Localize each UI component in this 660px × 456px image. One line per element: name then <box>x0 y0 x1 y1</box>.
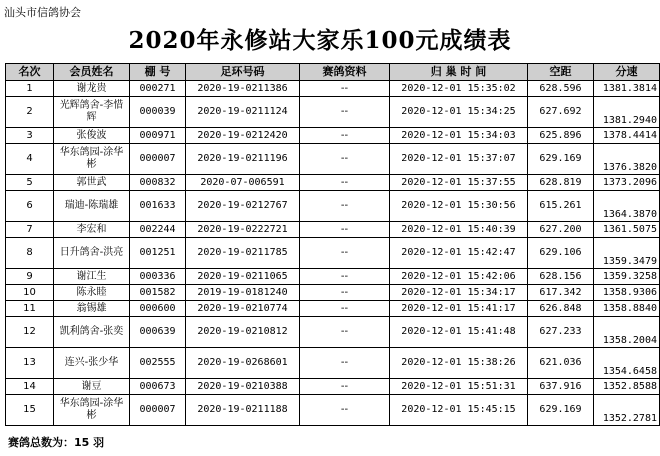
cell-ring-number: 2020-19-0212420 <box>186 128 300 144</box>
cell-distance: 629.106 <box>528 238 594 269</box>
cell-rank: 9 <box>6 269 54 285</box>
cell-member-name: 翁锡雄 <box>54 301 130 317</box>
cell-speed: 1358.9306 <box>594 285 660 301</box>
table-row <box>6 175 660 191</box>
cell-loft-number: 000007 <box>130 395 186 426</box>
page-title: 2020年永修站大家乐100元成绩表 <box>128 27 512 54</box>
cell-loft-number: 001582 <box>130 285 186 301</box>
cell-distance: 627.692 <box>528 97 594 128</box>
table-row <box>6 395 660 426</box>
cell-return-time: 2020-12-01 15:38:26 <box>390 348 528 379</box>
cell-return-time: 2020-12-01 15:30:56 <box>390 191 528 222</box>
cell-distance: 628.596 <box>528 81 594 97</box>
cell-ring-number: 2020-19-0268601 <box>186 348 300 379</box>
cell-rank: 10 <box>6 285 54 301</box>
cell-loft-number: 000673 <box>130 379 186 395</box>
cell-rank: 8 <box>6 238 54 269</box>
table-row <box>6 301 660 317</box>
cell-distance: 629.169 <box>528 395 594 426</box>
table-row <box>6 222 660 238</box>
cell-pigeon-info: -- <box>300 97 390 128</box>
cell-pigeon-info: -- <box>300 128 390 144</box>
cell-ring-number: 2020-19-0212767 <box>186 191 300 222</box>
col-header-speed: 分速 <box>594 64 660 81</box>
table-row <box>6 317 660 348</box>
cell-return-time: 2020-12-01 15:34:17 <box>390 285 528 301</box>
results-table <box>5 63 660 426</box>
cell-speed: 1352.8588 <box>594 379 660 395</box>
cell-member-name: 光辉鸽舍-李惜辉 <box>54 97 130 128</box>
col-header-loft-number: 棚 号 <box>130 64 186 81</box>
cell-distance: 628.156 <box>528 269 594 285</box>
cell-loft-number: 000600 <box>130 301 186 317</box>
cell-return-time: 2020-12-01 15:40:39 <box>390 222 528 238</box>
cell-pigeon-info: -- <box>300 269 390 285</box>
cell-return-time: 2020-12-01 15:37:07 <box>390 144 528 175</box>
cell-speed: 1364.3870 <box>594 191 660 222</box>
table-row <box>6 348 660 379</box>
cell-rank: 13 <box>6 348 54 379</box>
cell-member-name: 张俊波 <box>54 128 130 144</box>
cell-rank: 11 <box>6 301 54 317</box>
cell-loft-number: 001251 <box>130 238 186 269</box>
cell-distance: 627.200 <box>528 222 594 238</box>
cell-ring-number: 2020-19-0211188 <box>186 395 300 426</box>
cell-member-name: 华东鸽园-涂华彬 <box>54 395 130 426</box>
cell-return-time: 2020-12-01 15:42:47 <box>390 238 528 269</box>
cell-ring-number: 2020-19-0222721 <box>186 222 300 238</box>
cell-rank: 7 <box>6 222 54 238</box>
cell-pigeon-info: -- <box>300 395 390 426</box>
table-header-row <box>6 64 660 81</box>
cell-return-time: 2020-12-01 15:34:25 <box>390 97 528 128</box>
cell-loft-number: 000007 <box>130 144 186 175</box>
table-row <box>6 191 660 222</box>
table-row <box>6 128 660 144</box>
table-row <box>6 144 660 175</box>
cell-ring-number: 2020-19-0211196 <box>186 144 300 175</box>
cell-distance: 617.342 <box>528 285 594 301</box>
cell-distance: 628.819 <box>528 175 594 191</box>
cell-speed: 1359.3258 <box>594 269 660 285</box>
cell-speed: 1358.8840 <box>594 301 660 317</box>
cell-pigeon-info: -- <box>300 301 390 317</box>
cell-member-name: 凯利鸽舍-张奕 <box>54 317 130 348</box>
cell-speed: 1378.4414 <box>594 128 660 144</box>
cell-member-name: 谢豆 <box>54 379 130 395</box>
cell-member-name: 华东鸽园-涂华彬 <box>54 144 130 175</box>
cell-speed: 1381.2940 <box>594 97 660 128</box>
organization-name: 汕头市信鸽协会 <box>4 6 81 19</box>
col-header-pigeon-info: 赛鸽资料 <box>300 64 390 81</box>
cell-distance: 625.896 <box>528 128 594 144</box>
col-header-ring-number: 足环号码 <box>186 64 300 81</box>
cell-pigeon-info: -- <box>300 317 390 348</box>
cell-speed: 1359.3479 <box>594 238 660 269</box>
cell-rank: 15 <box>6 395 54 426</box>
cell-loft-number: 000639 <box>130 317 186 348</box>
cell-pigeon-info: -- <box>300 222 390 238</box>
cell-speed: 1358.2004 <box>594 317 660 348</box>
cell-ring-number: 2020-07-006591 <box>186 175 300 191</box>
cell-pigeon-info: -- <box>300 238 390 269</box>
table-row <box>6 81 660 97</box>
cell-ring-number: 2020-19-0210812 <box>186 317 300 348</box>
cell-return-time: 2020-12-01 15:42:06 <box>390 269 528 285</box>
cell-member-name: 日升鸽舍-洪亮 <box>54 238 130 269</box>
cell-ring-number: 2019-19-0181240 <box>186 285 300 301</box>
cell-speed: 1352.2781 <box>594 395 660 426</box>
cell-speed: 1361.5075 <box>594 222 660 238</box>
cell-distance: 626.848 <box>528 301 594 317</box>
cell-ring-number: 2020-19-0210774 <box>186 301 300 317</box>
cell-rank: 3 <box>6 128 54 144</box>
cell-ring-number: 2020-19-0211386 <box>186 81 300 97</box>
cell-distance: 629.169 <box>528 144 594 175</box>
cell-rank: 5 <box>6 175 54 191</box>
cell-loft-number: 002555 <box>130 348 186 379</box>
cell-member-name: 陈永睦 <box>54 285 130 301</box>
cell-loft-number: 000039 <box>130 97 186 128</box>
table-row <box>6 285 660 301</box>
col-header-return-time: 归 巢 时 间 <box>390 64 528 81</box>
cell-speed: 1354.6458 <box>594 348 660 379</box>
cell-pigeon-info: -- <box>300 191 390 222</box>
cell-rank: 1 <box>6 81 54 97</box>
cell-speed: 1381.3814 <box>594 81 660 97</box>
cell-rank: 14 <box>6 379 54 395</box>
cell-return-time: 2020-12-01 15:35:02 <box>390 81 528 97</box>
cell-ring-number: 2020-19-0211785 <box>186 238 300 269</box>
total-count: 赛鸽总数为：15 羽 <box>8 436 105 449</box>
cell-loft-number: 000971 <box>130 128 186 144</box>
cell-rank: 2 <box>6 97 54 128</box>
cell-distance: 615.261 <box>528 191 594 222</box>
cell-return-time: 2020-12-01 15:34:03 <box>390 128 528 144</box>
cell-distance: 627.233 <box>528 317 594 348</box>
cell-rank: 6 <box>6 191 54 222</box>
cell-member-name: 郭世武 <box>54 175 130 191</box>
cell-speed: 1373.2096 <box>594 175 660 191</box>
results-body <box>6 81 660 426</box>
table-row <box>6 238 660 269</box>
col-header-member-name: 会员姓名 <box>54 64 130 81</box>
cell-return-time: 2020-12-01 15:37:55 <box>390 175 528 191</box>
cell-loft-number: 000336 <box>130 269 186 285</box>
cell-ring-number: 2020-19-0210388 <box>186 379 300 395</box>
cell-loft-number: 001633 <box>130 191 186 222</box>
cell-return-time: 2020-12-01 15:51:31 <box>390 379 528 395</box>
cell-member-name: 谢龙贵 <box>54 81 130 97</box>
cell-pigeon-info: -- <box>300 175 390 191</box>
cell-loft-number: 000271 <box>130 81 186 97</box>
cell-loft-number: 002244 <box>130 222 186 238</box>
cell-return-time: 2020-12-01 15:45:15 <box>390 395 528 426</box>
table-row <box>6 269 660 285</box>
cell-distance: 621.036 <box>528 348 594 379</box>
col-header-rank: 名次 <box>6 64 54 81</box>
cell-pigeon-info: -- <box>300 379 390 395</box>
table-row <box>6 379 660 395</box>
cell-member-name: 连兴-张少华 <box>54 348 130 379</box>
col-header-distance: 空距 <box>528 64 594 81</box>
cell-member-name: 李宏和 <box>54 222 130 238</box>
cell-distance: 637.916 <box>528 379 594 395</box>
cell-loft-number: 000832 <box>130 175 186 191</box>
cell-rank: 4 <box>6 144 54 175</box>
cell-return-time: 2020-12-01 15:41:17 <box>390 301 528 317</box>
cell-member-name: 瑞迪-陈瑞雄 <box>54 191 130 222</box>
cell-ring-number: 2020-19-0211124 <box>186 97 300 128</box>
cell-return-time: 2020-12-01 15:41:48 <box>390 317 528 348</box>
table-row <box>6 97 660 128</box>
cell-rank: 12 <box>6 317 54 348</box>
cell-pigeon-info: -- <box>300 81 390 97</box>
cell-pigeon-info: -- <box>300 144 390 175</box>
cell-speed: 1376.3820 <box>594 144 660 175</box>
cell-member-name: 谢江生 <box>54 269 130 285</box>
cell-ring-number: 2020-19-0211065 <box>186 269 300 285</box>
cell-pigeon-info: -- <box>300 285 390 301</box>
cell-pigeon-info: -- <box>300 348 390 379</box>
